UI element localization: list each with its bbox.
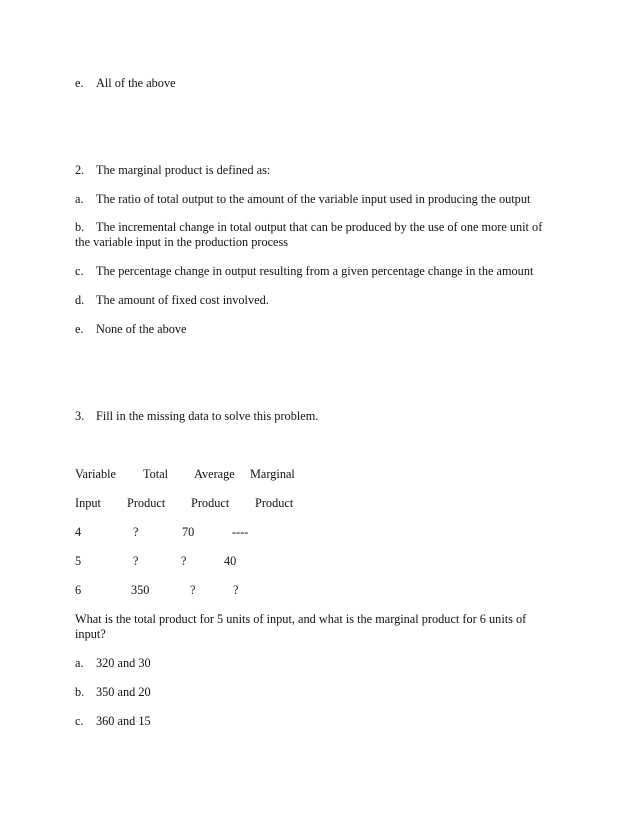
option-letter: b.: [75, 220, 85, 234]
question-text: What is the total product for 5 units of input, and what is the marginal product for 6 units of: [75, 612, 527, 626]
q2-option-b: [75, 220, 542, 235]
option-letter: a.: [75, 192, 84, 206]
table-header-cell: Variable: [75, 467, 116, 481]
table-header-cell: Product: [127, 496, 166, 510]
table-cell: ?: [133, 554, 139, 568]
table-header-cell: Total: [143, 467, 169, 481]
q3-option-a: [75, 656, 151, 671]
table-header-cell: Product: [255, 496, 294, 510]
table-cell: 40: [224, 554, 237, 568]
table-header-cell: Average: [194, 467, 235, 481]
option-text: The ratio of total output to the amount of the variable input used in producing the output: [96, 192, 531, 206]
option-text: The percentage change in output resulting from a given percentage change in the amount: [96, 264, 534, 278]
table-cell: 4: [75, 525, 82, 539]
table-cell: ?: [181, 554, 187, 568]
q2-option-d: [75, 293, 269, 308]
option-text: The amount of fixed cost involved.: [96, 293, 269, 307]
option-text-continuation: the variable input in the production process: [75, 235, 289, 249]
option-letter: c.: [75, 264, 84, 278]
question-text: Fill in the missing data to solve this problem.: [96, 409, 319, 423]
question-text: input?: [75, 627, 106, 641]
option-text: 360 and 15: [96, 714, 151, 728]
table-cell: ?: [190, 583, 196, 597]
q1-option-e: [75, 76, 176, 91]
option-letter: e.: [75, 76, 84, 90]
q2-option-b-continuation: [75, 235, 288, 250]
question-text: The marginal product is defined as:: [96, 163, 271, 177]
q3-option-b: [75, 685, 151, 700]
table-cell: 70: [182, 525, 195, 539]
option-letter: e.: [75, 322, 84, 336]
table-header-cell: Product: [191, 496, 230, 510]
q3-question-line-1: [75, 612, 526, 627]
table-cell: ?: [233, 583, 239, 597]
option-letter: c.: [75, 714, 84, 728]
table-cell: 5: [75, 554, 82, 568]
table-cell: ?: [133, 525, 139, 539]
q3-question-line-2: [75, 627, 106, 642]
question-number: 2.: [75, 163, 85, 177]
table-cell: ----: [232, 525, 249, 539]
option-letter: a.: [75, 656, 84, 670]
option-text: The incremental change in total output that can be produced by the use of one more unit of: [96, 220, 543, 234]
q3-stem: [75, 409, 318, 424]
option-letter: d.: [75, 293, 85, 307]
table-cell: 6: [75, 583, 82, 597]
option-text: 350 and 20: [96, 685, 151, 699]
table-header-cell: Marginal: [250, 467, 295, 481]
q2-option-e: [75, 322, 187, 337]
option-text: None of the above: [96, 322, 187, 336]
table-header-cell: Input: [75, 496, 101, 510]
q2-stem: [75, 163, 270, 178]
option-letter: b.: [75, 685, 85, 699]
question-number: 3.: [75, 409, 85, 423]
option-text: All of the above: [96, 76, 176, 90]
q2-option-a: [75, 192, 530, 207]
table-cell: 350: [131, 583, 150, 597]
q3-option-c: [75, 714, 151, 729]
q2-option-c: [75, 264, 533, 279]
option-text: 320 and 30: [96, 656, 151, 670]
